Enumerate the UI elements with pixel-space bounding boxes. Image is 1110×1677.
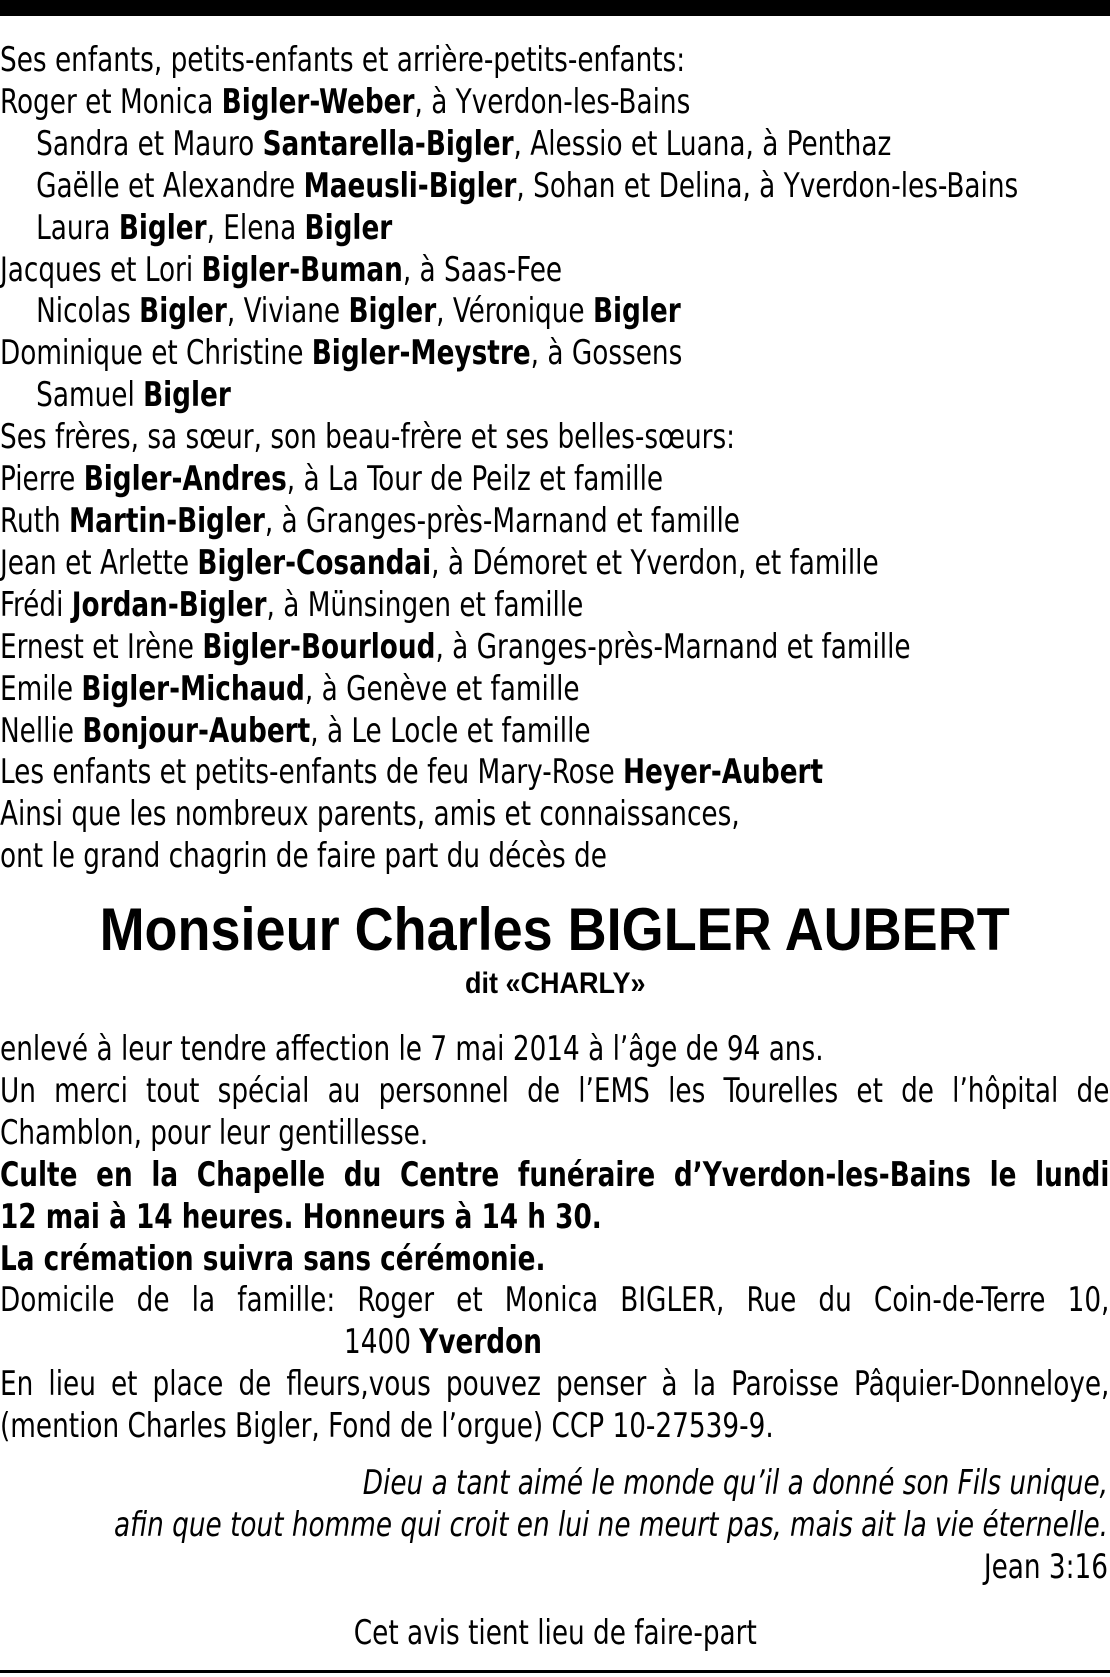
family-text: ont le grand chagrin de faire part du décès de [0,836,607,877]
family-line [0,291,1109,333]
family-line [0,501,1109,543]
family-text: , Sohan et Delina, à Yverdon-les-Bains [516,165,1019,206]
family-text: , à Le Locle et famille [310,710,591,751]
family-line [0,40,1109,82]
family-text: Dominique et Christine [0,333,312,374]
family-text: Gaëlle et Alexandre [36,165,304,206]
family-line [0,82,1109,124]
family-text: Roger et Monica [0,81,222,122]
family-text: Jean et Arlette [0,542,198,583]
verse-line-1: Dieu a tant aimé le monde qu’il a donné son Fils unique, [362,1463,1109,1503]
family-name: Bigler-Bourloud [202,626,436,667]
flowers-line-2: (mention Charles Bigler, Fond de l’orgue) CCP 10-27539-9. [0,1406,774,1447]
family-name: Maeusli-Bigler [303,165,517,206]
closing-text: Cet avis tient lieu de faire-part [353,1613,757,1653]
closing-note [0,1613,1110,1655]
family-text: Ainsi que les nombreux parents, amis et connaissances, [0,794,740,835]
family-text: , Viviane [226,291,349,332]
family-text: Ses frères, sa sœur, son beau-frère et ses belles-sœurs: [0,417,736,458]
family-text: Samuel [36,375,144,416]
domicile-line-2 [0,1322,1109,1364]
family-name: Heyer-Aubert [623,752,824,793]
family-text: Laura [36,207,119,248]
deceased-name: Monsieur Charles BIGLER AUBERT [99,896,1011,963]
family-text: Pierre [0,459,84,500]
family-name: Bigler [118,207,207,248]
family-text: , à Saas-Fee [402,249,563,290]
family-text: , à Münsingen et famille [266,584,584,625]
deceased-block [0,896,1110,1004]
family-line [0,585,1109,627]
family-text: Ses enfants, petits-enfants et arrière-petits-enfants: [0,40,686,80]
death-line: enlevé à leur tendre affection le 7 mai 2014 à l’âge de 94 ans. [0,1029,824,1069]
family-text: , Alessio et Luana, à Penthaz [513,123,892,164]
family-text: , Elena [206,207,305,248]
domicile-city: Yverdon [419,1322,542,1363]
family-name: Bigler-Andres [83,459,287,500]
verse-line-2: afin que tout homme qui croit en lui ne meurt pas, mais ait la vie éternelle. [114,1504,1108,1545]
family-line [0,669,1109,711]
family-text: Nellie [0,710,83,751]
family-name: Santarella-Bigler [262,123,514,164]
family-name: Jordan-Bigler [71,584,267,625]
thanks-line-1: Un merci tout spécial au personnel de l’EMS les Tourelles et de l’hôpital de [0,1070,1110,1111]
family-text: , à Démoret et Yverdon, et famille [431,542,879,583]
family-text: Ruth [0,500,69,541]
family-text: Ernest et Irène [0,626,203,667]
family-line [0,333,1109,375]
family-line [0,166,1109,208]
flowers-line-1: En lieu et place de fleurs,vous pouvez penser à la Paroisse Pâquier-Donneloye, [0,1364,1110,1405]
family-text: Emile [0,668,82,709]
family-name: Bigler-Buman [201,249,403,290]
family-name: Bigler-Michaud [81,668,305,709]
family-text: Les enfants et petits-enfants de feu Mary-Rose [0,752,624,793]
family-text: , à Genève et famille [304,668,580,709]
bible-verse [0,1463,1108,1589]
family-name: Bigler-Meystre [311,333,531,374]
family-line [0,459,1109,501]
family-line [0,627,1109,669]
family-text: , à Gossens [530,333,683,374]
family-name: Bigler [304,207,393,248]
domicile-line-1: Domicile de la famille: Roger et Monica BIGLER, Rue du Coin-de-Terre 10, [0,1280,1110,1321]
family-line [0,836,1109,878]
family-name: Bigler [139,291,227,332]
family-name: Martin-Bigler [68,500,265,541]
family-text: Jacques et Lori [0,249,202,290]
top-rule [0,0,1110,16]
family-name: Bigler [592,291,681,332]
family-text: , Véronique [436,291,593,332]
family-name: Bigler [348,291,437,332]
family-line [0,208,1109,250]
family-line [0,375,1109,417]
family-line [0,124,1109,166]
family-line [0,752,1109,794]
family-name: Bigler [143,375,231,416]
family-name: Bonjour-Aubert [82,710,311,751]
bottom-rule [0,1670,1110,1673]
family-text: Frédi [0,584,72,625]
service-line-2: 12 mai à 14 heures. Honneurs à 14 h 30. [0,1196,602,1237]
family-text: , à Granges-près-Marnand et famille [264,500,740,541]
family-text: , à Granges-près-Marnand et famille [435,626,911,667]
family-line [0,417,1109,459]
family-line [0,794,1109,836]
cremation-line: La crémation suivra sans cérémonie. [0,1238,546,1279]
deceased-nickname: dit «CHARLY» [464,967,646,1000]
verse-reference: Jean 3:16 [983,1546,1108,1587]
service-line-1: Culte en la Chapelle du Centre funéraire d’Yverdon-les-Bains le lundi [0,1154,1110,1195]
family-text: , à La Tour de Peilz et famille [286,459,664,500]
family-name: Bigler-Cosandai [197,542,432,583]
family-text: Sandra et Mauro [36,123,263,164]
domicile-postcode: 1400 [344,1322,420,1363]
family-line [0,250,1109,292]
family-text: Nicolas [36,291,140,332]
family-line [0,711,1109,753]
family-list [0,40,1109,878]
thanks-line-2: Chamblon, pour leur gentillesse. [0,1112,429,1153]
family-line [0,543,1109,585]
family-name: Bigler-Weber [221,81,415,122]
notice-body [0,1029,1109,1448]
family-text: , à Yverdon-les-Bains [414,81,691,122]
